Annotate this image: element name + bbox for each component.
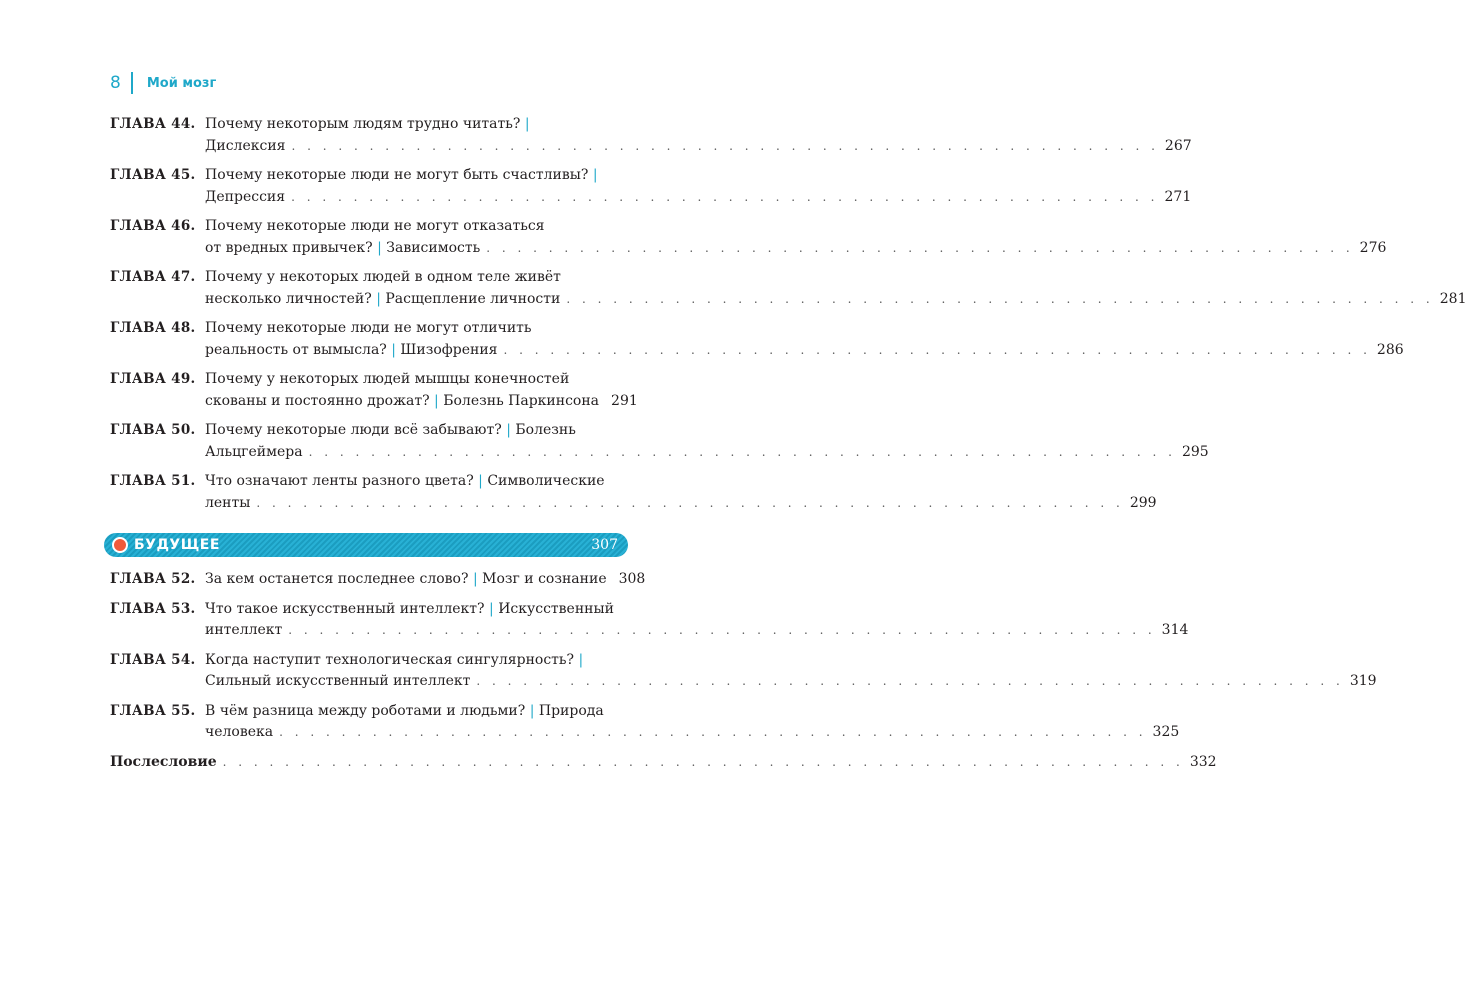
chapter-title [205,369,638,412]
chapter-page-number: 267 [1164,137,1192,154]
chapter-page-number: 299 [1129,494,1157,511]
separator-pipe: | [592,167,598,183]
toc-entry[interactable] [110,267,1466,310]
chapter-title-line: Почему некоторые люди не могут отказаться [205,218,545,234]
chapter-label: ГЛАВА 55. [110,702,196,719]
toc-entry[interactable] [110,650,1377,693]
chapter-page-number: 276 [1359,239,1387,256]
chapter-page-number: 295 [1181,443,1209,460]
chapter-subtitle: За кем останется последнее слово? | Мозг и сознание [205,571,607,587]
chapter-page-number: 281 [1439,290,1466,307]
toc-entry[interactable] [110,216,1387,259]
dot-leader: . . . . . . . . . . . . . . . . . . . . . . . . . . . . . . . . . . . . . . . . . . . . . . . . . . . . . . . . [486,240,1354,255]
chapter-label: ГЛАВА 46. [110,218,196,234]
chapter-label: ГЛАВА 52. [110,571,196,587]
dot-leader: . . . . . . . . . . . . . . . . . . . . . . . . . . . . . . . . . . . . . . . . . . . . . . . . . . . . . . . . [288,623,1156,637]
chapter-list-bottom [110,569,1377,744]
chapter-title [205,318,1404,361]
chapter-title-line: Почему некоторые люди всё забывают? | Болезнь [205,422,576,438]
chapter-list-top [110,114,1466,514]
chapter-title-line: В чём разница между роботами и людьми? | Природа [205,702,604,719]
chapter-title [205,114,1192,157]
chapter-page-number: 319 [1349,673,1377,689]
separator-pipe: | [472,571,478,587]
chapter-title [205,267,1466,310]
chapter-title [205,650,1377,693]
chapter-subtitle: от вредных привычек? | Зависимость [205,239,481,256]
chapter-title-line: Почему некоторым людям трудно читать? | [205,116,530,132]
chapter-title [205,420,1209,463]
chapter-page-number: 314 [1161,622,1189,638]
section-header-future[interactable] [104,533,628,557]
toc-entry[interactable] [110,599,1189,642]
afterword-page: 332 [1189,753,1217,770]
chapter-subtitle: реальность от вымысла? | Шизофрения [205,341,498,358]
toc-entry[interactable] [110,165,1192,208]
chapter-page-number: 308 [618,571,646,587]
chapter-subtitle: скованы и постоянно дрожат? | Болезнь Паркинсона [205,392,600,409]
separator-pipe: | [377,239,382,256]
chapter-subtitle: Депрессия [205,188,286,205]
chapter-title [205,216,1387,259]
separator-pipe: | [391,341,396,358]
chapter-title [205,569,646,591]
chapter-title [205,165,1192,208]
chapter-page-number: 271 [1164,188,1192,205]
dot-leader: . . . . . . . . . . . . . . . . . . . . . . . . . . . . . . . . . . . . . . . . . . . . . . . . . . . . . . . . [291,189,1159,204]
chapter-title-line: Что означают ленты разного цвета? | Символические [205,473,605,489]
section-page-number: 307 [591,537,618,553]
toc-entry[interactable] [110,569,646,591]
dot-leader: . . . . . . . . . . . . . . . . . . . . . . . . . . . . . . . . . . . . . . . . . . . . . . . . . . . . . . . . [256,495,1124,510]
separator-pipe: | [506,422,511,438]
section-title: БУДУЩЕЕ [134,537,220,553]
chapter-title-line: Почему у некоторых людей мышцы конечностей [205,371,570,387]
separator-pipe: | [489,600,494,617]
chapter-title-line: Почему некоторые люди не могут быть счастливы? | [205,167,598,183]
chapter-subtitle: человека [205,724,274,740]
dot-leader: . . . . . . . . . . . . . . . . . . . . . . . . . . . . . . . . . . . . . . . . . . . . . . . . . . . . . . . . [566,291,1434,306]
page-number: 8 [110,73,121,93]
chapter-subtitle: Альцгеймера [205,443,303,460]
chapter-page-number: 286 [1376,341,1404,358]
toc-entry[interactable] [110,114,1192,157]
chapter-label: ГЛАВА 48. [110,320,196,336]
dot-leader: . . . . . . . . . . . . . . . . . . . . . . . . . . . . . . . . . . . . . . . . . . . . . . . . . . . . . . . . [308,444,1176,459]
chapter-label: ГЛАВА 44. [110,116,196,132]
chapter-subtitle: несколько личностей? | Расщепление личности [205,290,561,307]
chapter-page-number: 325 [1152,724,1180,740]
dot-leader: . . . . . . . . . . . . . . . . . . . . . . . . . . . . . . . . . . . . . . . . . . . . . . . . . . . . . . . . [291,138,1159,153]
chapter-label: ГЛАВА 49. [110,371,196,387]
chapter-subtitle: интеллект [205,622,283,638]
chapter-label: ГЛАВА 51. [110,473,196,489]
chapter-title-line: Когда наступит технологическая сингулярность? | [205,651,584,668]
dot-leader: . . . . . . . . . . . . . . . . . . . . . . . . . . . . . . . . . . . . . . . . . . . . . . . . . . . . . . . . [476,674,1344,688]
toc-entry[interactable] [110,420,1209,463]
toc-entry[interactable] [110,318,1404,361]
afterword-label: Послесловие [110,753,217,770]
running-header [110,72,216,94]
chapter-label: ГЛАВА 45. [110,167,196,183]
chapter-page-number: 291 [611,392,638,409]
chapter-label: ГЛАВА 47. [110,269,196,285]
book-title: Мой мозг [146,75,217,91]
separator-pipe: | [434,392,439,409]
separator-pipe: | [578,651,584,668]
header-divider [131,72,133,94]
chapter-label: ГЛАВА 54. [110,651,196,668]
chapter-subtitle: ленты [205,494,251,511]
dot-leader: . . . . . . . . . . . . . . . . . . . . . . . . . . . . . . . . . . . . . . . . . . . . . . . . . . . . . . . . . . . . . . [222,754,1184,769]
separator-pipe: | [529,702,535,719]
chapter-title [205,701,1180,744]
separator-pipe: | [376,290,381,307]
chapter-label: ГЛАВА 50. [110,422,196,438]
chapter-subtitle: Сильный искусственный интеллект [205,673,471,689]
chapter-title-line: Почему некоторые люди не могут отличить [205,320,532,336]
chapter-title-line: Почему у некоторых людей в одном теле живёт [205,269,561,285]
table-of-contents [110,114,1466,773]
separator-pipe: | [524,116,530,132]
chapter-title [205,599,1189,642]
chapter-subtitle: Дислексия [205,137,286,154]
separator-pipe: | [478,473,483,489]
bullet-dot-icon [112,537,128,553]
chapter-label: ГЛАВА 53. [110,600,196,617]
chapter-title-line: Что такое искусственный интеллект? | Искусственный [205,600,614,617]
afterword-entry[interactable] [110,752,1217,774]
dot-leader: . . . . . . . . . . . . . . . . . . . . . . . . . . . . . . . . . . . . . . . . . . . . . . . . . . . . . . . . [503,342,1371,357]
chapter-title [205,471,1157,514]
toc-entry[interactable] [110,701,1180,744]
toc-entry[interactable] [110,471,1157,514]
dot-leader: . . . . . . . . . . . . . . . . . . . . . . . . . . . . . . . . . . . . . . . . . . . . . . . . . . . . . . . . [279,725,1147,739]
toc-entry[interactable] [110,369,638,412]
